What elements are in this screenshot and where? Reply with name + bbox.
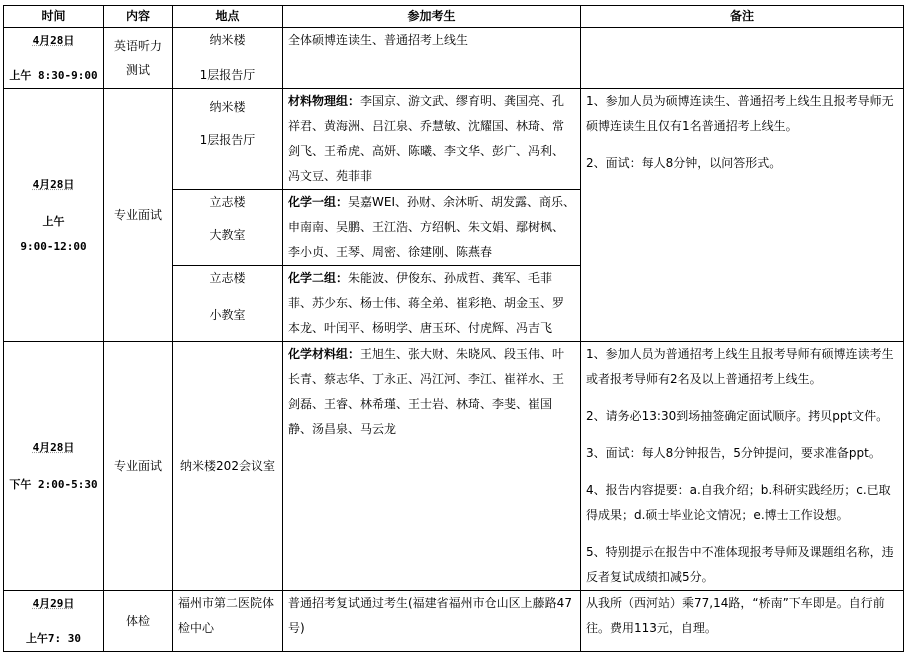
note-cell bbox=[581, 342, 904, 591]
group-label: 化学一组： bbox=[288, 195, 349, 209]
place-building: 纳米楼 bbox=[209, 100, 246, 114]
place-room: 小教室 bbox=[209, 308, 246, 322]
group-label: 化学材料组： bbox=[288, 347, 361, 361]
participants-cell: 全体硕博连读生、普通招考上线生 bbox=[283, 28, 581, 89]
header-row bbox=[4, 6, 904, 28]
time: 上午7: 30 bbox=[25, 632, 82, 645]
header-content: 内容 bbox=[104, 6, 173, 28]
participants-cell: 普通招考复试通过考生(福建省福州市仓山区上藤路47号) bbox=[283, 591, 581, 652]
note-item: 5、特别提示在报告中不准体现报考导师及课题组名称，违反者复试成绩扣减5分。 bbox=[586, 545, 894, 584]
participants-cell bbox=[283, 266, 581, 342]
time: 9:00-12:00 bbox=[20, 239, 87, 253]
time-cell bbox=[4, 342, 104, 591]
note-item: 1、参加人员为硕博连读生、普通招考上线生且报考导师无硕博连读生且仅有1名普通招考上线生。 bbox=[586, 94, 894, 133]
header-notes: 备注 bbox=[581, 6, 904, 28]
time-cell bbox=[4, 591, 104, 652]
header-participants: 参加考生 bbox=[283, 6, 581, 28]
place-building: 立志楼 bbox=[209, 271, 246, 285]
note-item: 2、请务必13:30到场抽签确定面试顺序。拷贝ppt文件。 bbox=[586, 409, 889, 423]
time: 下午 2:00-5:30 bbox=[9, 478, 98, 491]
place-cell: 福州市第二医院体检中心 bbox=[173, 591, 283, 652]
table-row bbox=[4, 342, 904, 591]
place-cell bbox=[173, 28, 283, 89]
header-place: 地点 bbox=[173, 6, 283, 28]
date: 4月28日 bbox=[32, 441, 75, 454]
content-cell: 专业面试 bbox=[104, 342, 173, 591]
place-building: 立志楼 bbox=[209, 195, 246, 209]
note-item: 3、面试：每人8分钟报告，5分钟提问，要求准备ppt。 bbox=[586, 446, 881, 460]
group-names: 朱能波、伊俊东、孙成哲、龚军、毛菲菲、苏少东、杨士伟、蒋全弟、崔彩艳、胡金玉、罗本龙、叶闰平、杨明学、唐玉环、付虎辉、冯吉飞 bbox=[288, 271, 565, 335]
place-building: 纳米楼 bbox=[209, 33, 246, 47]
date: 4月29日 bbox=[32, 597, 75, 610]
place-cell bbox=[173, 190, 283, 266]
note-item: 4、报告内容提要：a.自我介绍；b.科研实践经历；c.已取得成果；d.硕士毕业论文情况；e.博士工作设想。 bbox=[586, 483, 891, 522]
group-names: 李国京、游文武、缪育明、龚国亮、孔祥君、黄海洲、吕江泉、乔慧敏、沈耀国、林琦、常剑飞、王希虎、高妍、陈曦、李文华、彭广、冯利、冯文豆、苑菲菲 bbox=[288, 94, 565, 183]
group-label: 材料物理组： bbox=[288, 94, 361, 108]
place-cell: 纳米楼202会议室 bbox=[173, 342, 283, 591]
content-cell: 专业面试 bbox=[104, 89, 173, 342]
table-row bbox=[4, 28, 904, 89]
place-room: 1层报告厅 bbox=[199, 133, 256, 147]
group-names: 吴嘉WEI、孙财、余沐昕、胡发露、商乐、申南南、吴鹏、王江浩、方绍帆、朱文娟、鄢树枫、李小贞、王琴、周密、徐建刚、陈燕春 bbox=[288, 195, 576, 259]
header-time: 时间 bbox=[4, 6, 104, 28]
content-cell: 英语听力测试 bbox=[104, 28, 173, 89]
table-row bbox=[4, 89, 904, 190]
time: 上午 8:30-9:00 bbox=[9, 69, 98, 82]
note-item: 1、参加人员为普通招考上线生且报考导师有硕博连读考生或者报考导师有2名及以上普通招考上线生。 bbox=[586, 347, 894, 386]
place-room: 1层报告厅 bbox=[199, 68, 256, 82]
note-item: 2、面试：每人8分钟，以问答形式。 bbox=[586, 156, 782, 170]
period: 上午 bbox=[42, 214, 65, 228]
time-cell bbox=[4, 89, 104, 342]
content-cell: 体检 bbox=[104, 591, 173, 652]
group-names: 王旭生、张大财、朱晓风、段玉伟、叶长青、蔡志华、丁永正、冯江河、李江、崔祥水、王剑磊、王睿、林希瑾、王士岩、林琦、李斐、崔国静、汤昌泉、马云龙 bbox=[288, 347, 565, 436]
note-cell bbox=[581, 89, 904, 342]
time-cell bbox=[4, 28, 104, 89]
place-cell bbox=[173, 89, 283, 190]
note-cell bbox=[581, 28, 904, 89]
date: 4月28日 bbox=[32, 34, 75, 47]
exam-schedule-table bbox=[3, 5, 904, 652]
participants-cell bbox=[283, 342, 581, 591]
participants-cell bbox=[283, 190, 581, 266]
note-cell: 从我所（西河站）乘77,14路，“桥南”下车即是。自行前往。费用113元，自理。 bbox=[581, 591, 904, 652]
group-label: 化学二组： bbox=[288, 271, 349, 285]
place-cell bbox=[173, 266, 283, 342]
date: 4月28日 bbox=[32, 177, 75, 191]
participants-cell bbox=[283, 89, 581, 190]
table-row bbox=[4, 591, 904, 652]
place-room: 大教室 bbox=[209, 228, 246, 242]
